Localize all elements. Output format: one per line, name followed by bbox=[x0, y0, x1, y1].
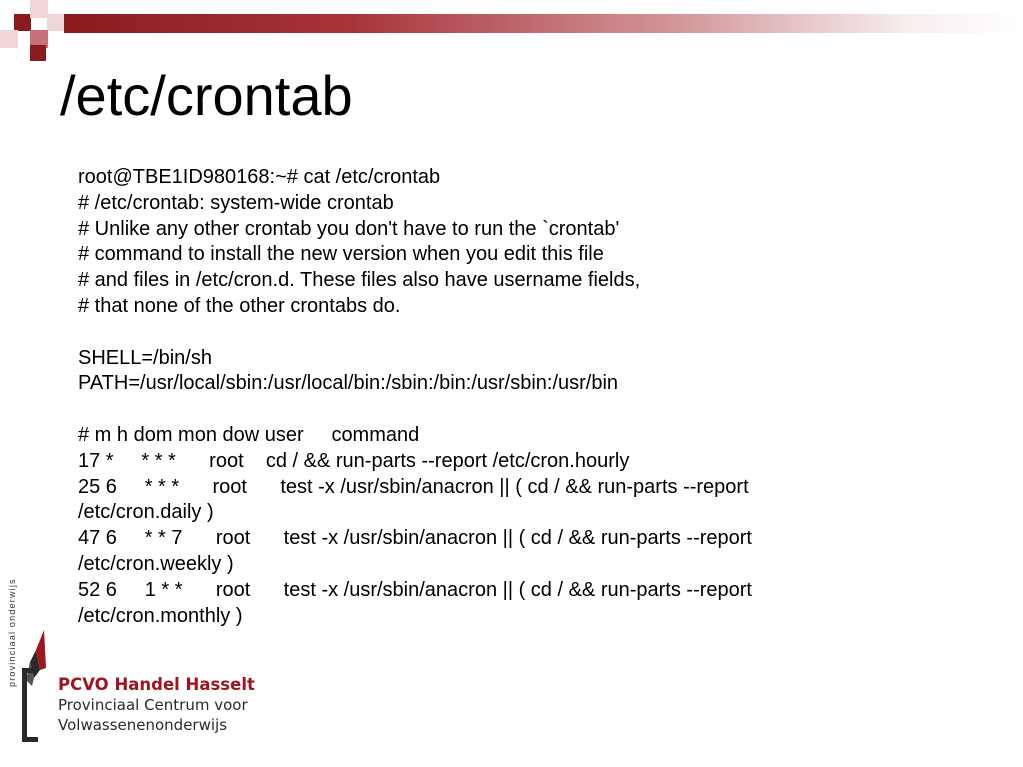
text-line: # m h dom mon dow user command bbox=[78, 423, 420, 446]
logo-emblem-icon bbox=[18, 630, 58, 745]
logo-name: PCVO Handel Hasselt bbox=[58, 675, 255, 694]
slide-title: /etc/crontab bbox=[60, 64, 353, 127]
text-line: /etc/cron.daily ) bbox=[78, 501, 214, 524]
text-line bbox=[78, 397, 978, 423]
decor-square-dark bbox=[30, 45, 46, 61]
text-line: root@TBE1ID980168:~# cat /etc/crontab bbox=[78, 166, 441, 188]
decor-square-dark bbox=[14, 14, 31, 31]
text-line: 52 6 1 * * root test -x /usr/sbin/anacron || ( cd / && run-parts --report bbox=[78, 578, 752, 601]
text-line: 47 6 * * 7 root test -x /usr/sbin/anacron || ( cd / && run-parts --report bbox=[78, 527, 752, 550]
text-line: # and files in /etc/cron.d. These files also have username fields, bbox=[78, 269, 641, 292]
title-gradient-bar bbox=[64, 14, 1023, 33]
logo-vertical-text: provinciaal onderwijs bbox=[7, 578, 17, 687]
decor-square-light bbox=[30, 0, 48, 18]
text-line: # Unlike any other crontab you don't have to run the `crontab' bbox=[78, 217, 620, 240]
text-line bbox=[78, 320, 978, 346]
text-line: SHELL=/bin/sh bbox=[78, 346, 212, 369]
logo-subtitle-1: Provinciaal Centrum voor bbox=[58, 696, 248, 714]
text-line: /etc/cron.monthly ) bbox=[78, 604, 243, 627]
text-line: 17 * * * * root cd / && run-parts --report /etc/cron.hourly bbox=[78, 449, 630, 472]
text-line: # command to install the new version when you edit this file bbox=[78, 243, 604, 266]
crontab-listing bbox=[78, 165, 978, 629]
logo-text-block bbox=[58, 674, 255, 735]
decor-square-light bbox=[47, 14, 64, 31]
decor-square-light bbox=[0, 30, 18, 48]
text-line: PATH=/usr/local/sbin:/usr/local/bin:/sbin:/bin:/usr/sbin:/usr/bin bbox=[78, 372, 619, 395]
text-line: # that none of the other crontabs do. bbox=[78, 294, 401, 317]
logo-subtitle-2: Volwassenenonderwijs bbox=[58, 716, 228, 734]
text-line: /etc/cron.weekly ) bbox=[78, 552, 234, 575]
text-line: # /etc/crontab: system-wide crontab bbox=[78, 191, 394, 214]
text-line: 25 6 * * * root test -x /usr/sbin/anacron || ( cd / && run-parts --report bbox=[78, 475, 749, 498]
